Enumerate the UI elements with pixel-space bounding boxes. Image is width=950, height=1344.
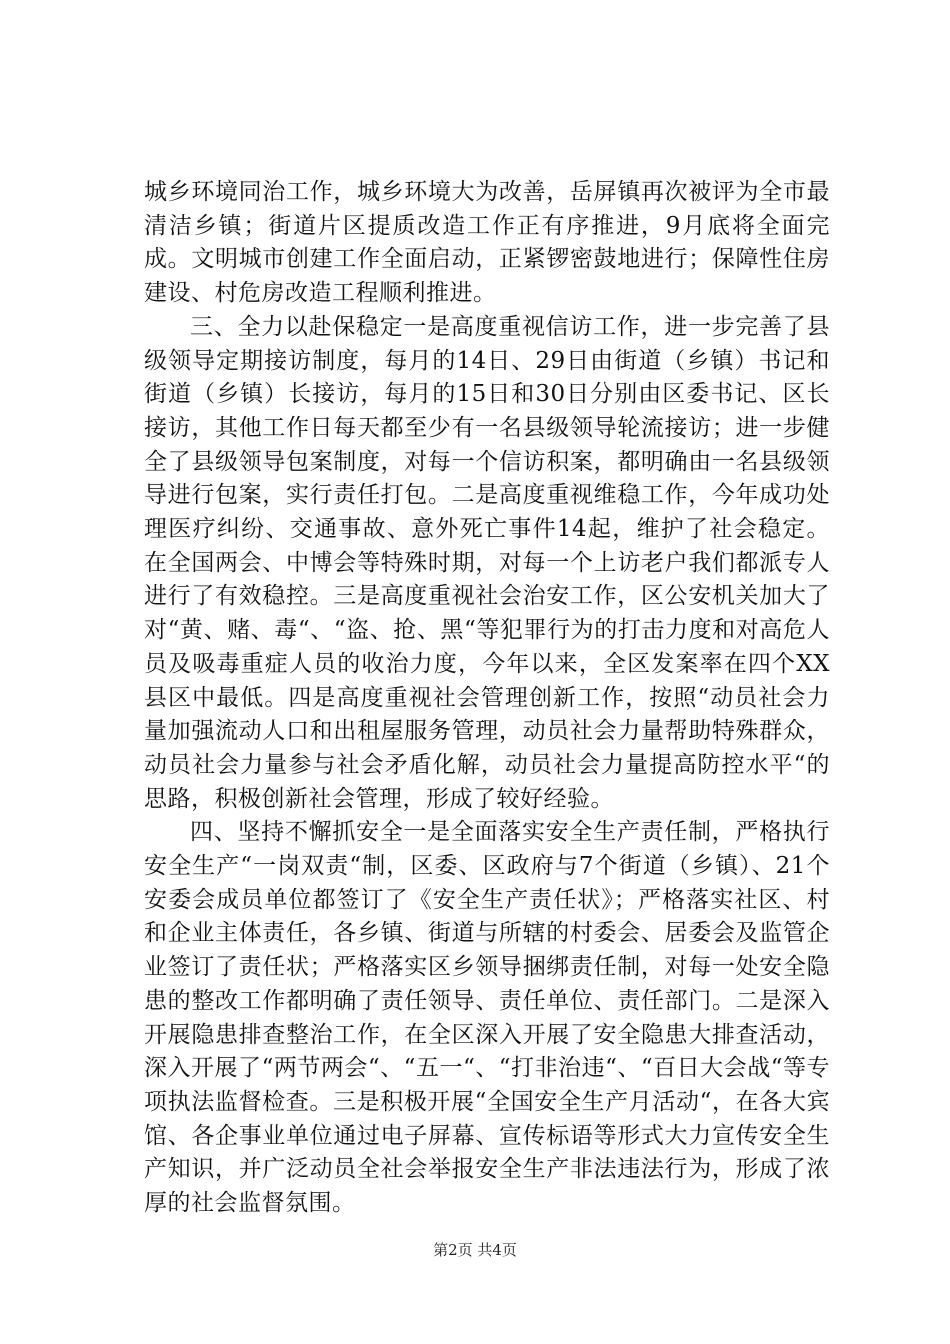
paragraph-safety: 四、坚持不懈抓安全一是全面落实安全生产责任制，严格执行安全生产“一岗双责“制，区委、区政府与7个街道（乡镇）、21个安委会成员单位都签订了《安全生产责任状》；严格落实社区、村和企业主体责任，各乡镇、街道与所辖的村委会、居委会及监管企业签订了责任状；严格落实区乡领导捆绑责任制，对每一处安全隐患的整改工作都明确了责任领导、责任单位、责任部门。二是深入开展隐患排查整治工作，在全区深入开展了安全隐患大排查活动，深入开展了“两节两会“、“五一“、“打非治违“、“百日大会战“等专项执法监督检查。三是积极开展“全国安全生产月活动“，在各大宾馆、各企事业单位通过电子屏幕、宣传标语等形式大力宣传安全生产知识，并广泛动员全社会举报安全生产非法违法行为，形成了浓厚的社会监督氛围。: [144, 819, 830, 1217]
paragraph-environment: 城乡环境同治工作，城乡环境大为改善，岳屏镇再次被评为全市最清洁乡镇；街道片区提质改造工作正有序推进，9月底将全面完成。文明城市创建工作全面启动，正紧锣密鼓地进行；保障性住房建设、村危房改造工程顺利推进。: [144, 179, 830, 307]
paragraph-stability: 三、全力以赴保稳定一是高度重视信访工作，进一步完善了县级领导定期接访制度，每月的14日、29日由街道（乡镇）书记和街道（乡镇）长接访，每月的15日和30日分别由区委书记、区长接访，其他工作日每天都至少有一名县级领导轮流接访；进一步健全了县级领导包案制度，对每一个信访积案，都明确由一名县级领导进行包案，实行责任打包。二是高度重视维稳工作，今年成功处理医疗纠纷、交通事故、意外死亡事件14起，维护了社会稳定。在全国两会、中博会等特殊时期，对每一个上访老户我们都派专人进行了有效稳控。三是高度重视社会治安工作，区公安机关加大了对“黄、赌、毒“、“盗、抢、黑“等犯罪行为的打击力度和对高危人员及吸毒重症人员的收治力度，今年以来，全区发案率在四个XX县区中最低。四是高度重视社会管理创新工作，按照“动员社会力量加强流动人口和出租屋服务管理，动员社会力量帮助特殊群众，动员社会力量参与社会矛盾化解，动员社会力量提高防控水平“的思路，积极创新社会管理，形成了较好经验。: [144, 313, 830, 812]
document-body: [144, 176, 830, 1221]
page-number-footer: 第2页 共4页: [433, 1241, 517, 1259]
